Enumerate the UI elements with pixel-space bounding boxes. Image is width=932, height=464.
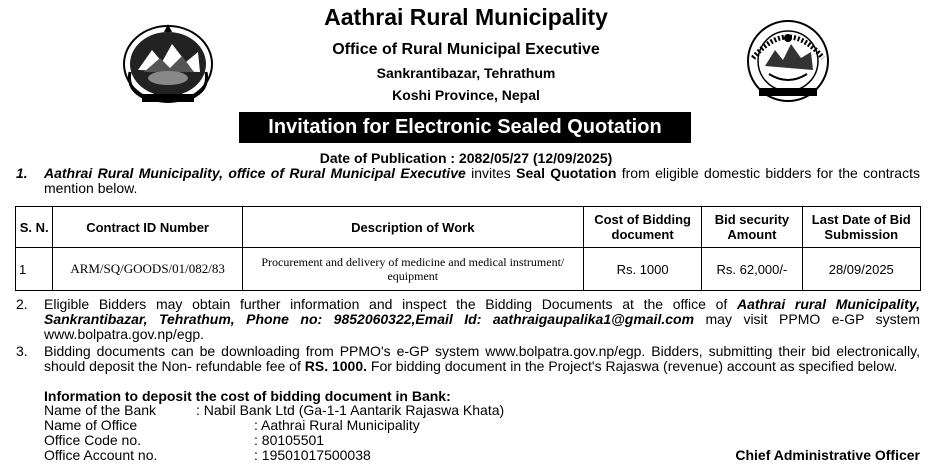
address-line-1: Sankrantibazar, Tehrathum [376, 65, 556, 81]
municipality-title: Aathrai Rural Municipality [324, 4, 608, 30]
cell-last-date: 28/09/2025 [802, 248, 920, 291]
signature-title: Chief Administrative Officer [735, 447, 920, 463]
paragraph-2-text [44, 297, 920, 342]
paragraph-3-number: 3. [16, 343, 28, 359]
contracts-table [15, 206, 921, 291]
cell-contract-id: ARM/SQ/GOODS/01/082/83 [53, 248, 242, 291]
office-code-value: : 80105501 [254, 432, 325, 448]
header-last-date: Last Date of Bid Submission [802, 207, 920, 248]
paragraph-2-c: may visit PPMO e-GP system www.bolpatra.gov.np/egp. [44, 311, 920, 342]
paragraph-3-fee: RS. 1000. [304, 358, 368, 374]
paragraph-1-bold: Seal Quotation [516, 165, 617, 181]
paragraph-1-italic: Aathrai Rural Municipality, office of Rural Municipal Executive [44, 165, 466, 181]
bank-name-label: Name of the Bank [44, 402, 157, 418]
table-row [16, 248, 921, 291]
office-code-label: Office Code no. [44, 432, 142, 448]
paragraph-1-text [44, 166, 920, 196]
office-account-value: : 19501017500038 [254, 447, 371, 463]
paragraph-1-number: 1. [16, 165, 28, 181]
address-line-2: Koshi Province, Nepal [392, 87, 540, 103]
paragraph-3-text [44, 344, 920, 374]
paragraph-1 [16, 166, 920, 198]
paragraph-2-contact: Aathrai rural Municipality, Sankrantibazar, Tehrathum, Phone no: 9852060322,Email Id: aathraigaupalika1@gmail.com [44, 296, 920, 327]
paragraph-2-number: 2. [16, 296, 28, 312]
paragraph-3-c: For bidding document in the Project's Rajaswa (revenue) account as specified below. [367, 358, 898, 374]
office-account-label: Office Account no. [44, 447, 158, 463]
cell-sn: 1 [16, 248, 53, 291]
header-cost: Cost of Bidding document [583, 207, 701, 248]
header-sn: S. N. [16, 207, 53, 248]
paragraph-3 [16, 344, 920, 390]
cell-cost: Rs. 1000 [583, 248, 701, 291]
table-header-row [16, 207, 921, 248]
header-description: Description of Work [242, 207, 583, 248]
paragraph-2-a: Eligible Bidders may obtain further information and inspect the Bidding Documents at the office of [44, 296, 737, 312]
notice-banner: Invitation for Electronic Sealed Quotation [239, 112, 691, 143]
bank-name-value: : Nabil Bank Ltd (Ga-1-1 Aantarik Rajaswa Khata) [196, 402, 505, 418]
cell-description: Procurement and delivery of medicine and medical instrument/ equipment [242, 248, 583, 291]
header-bid-security: Bid security Amount [702, 207, 802, 248]
office-name-value: : Aathrai Rural Municipality [254, 417, 420, 433]
paragraph-1-mid: invites [465, 165, 517, 181]
cell-bid-security: Rs. 62,000/- [702, 248, 802, 291]
office-name: Office of Rural Municipal Executive [332, 41, 600, 58]
paragraph-2 [16, 297, 920, 343]
header-contract-id: Contract ID Number [53, 207, 242, 248]
paragraph-1-rest: from eligible domestic bidders for the contracts mention below. [44, 165, 920, 196]
publication-date: Date of Publication : 2082/05/27 (12/09/2025) [319, 150, 613, 166]
bank-info-heading: Information to deposit the cost of bidding document in Bank: [44, 388, 451, 404]
office-name-label: Name of Office [44, 417, 138, 433]
paragraph-3-a: Bidding documents can be downloading from PPMO's e-GP system www.bolpatra.gov.np/egp. Bidders, submitting their bid electronically, should deposit the Non- refundable fee of [44, 343, 920, 374]
